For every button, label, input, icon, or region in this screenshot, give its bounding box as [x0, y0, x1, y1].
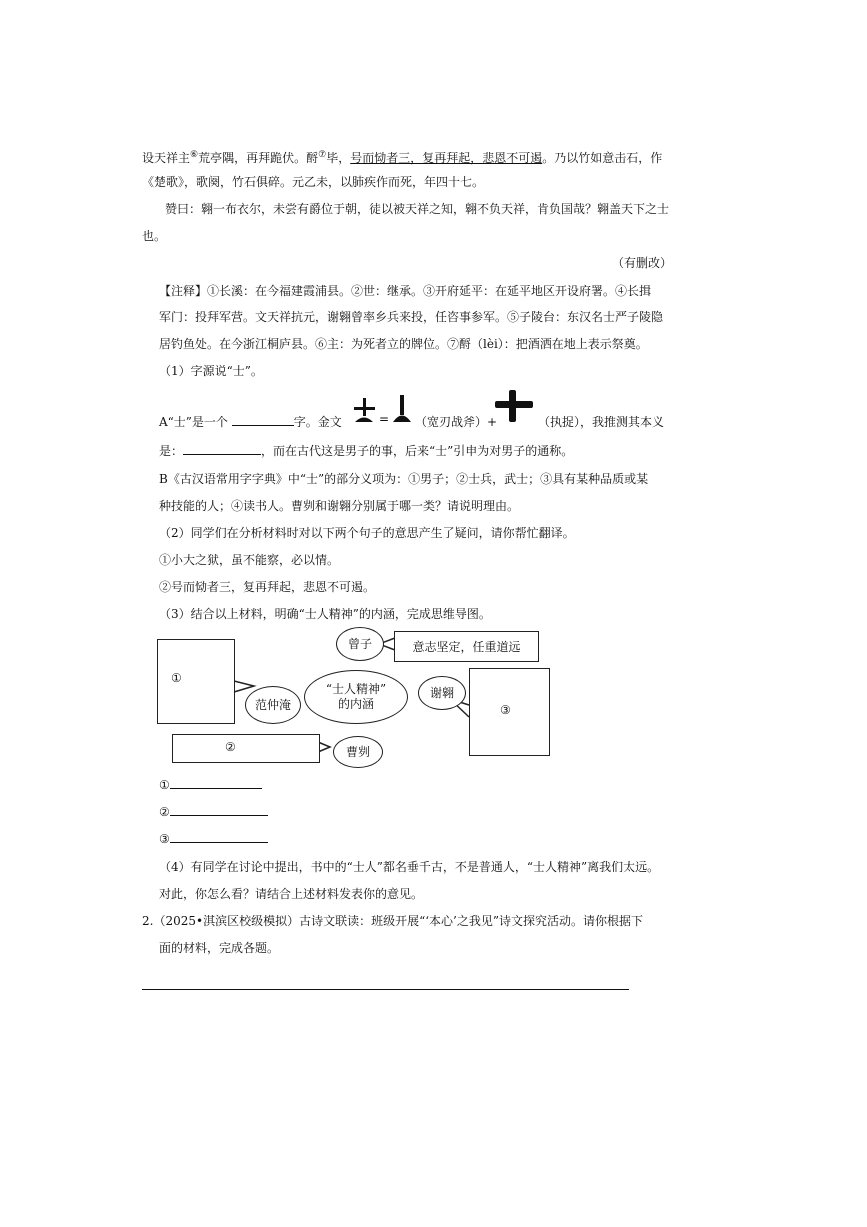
- answer-blank[interactable]: [170, 803, 268, 816]
- node-zengzi: [336, 627, 384, 661]
- map-box-1-label: ①: [171, 671, 182, 685]
- map-box-zengzi: [394, 631, 539, 662]
- question-3-title: （3）结合以上材料，明确“士人精神”的内涵，完成思维导图。: [159, 607, 491, 621]
- question-1a-line-1: [159, 413, 342, 431]
- equals-sign: =: [379, 412, 390, 426]
- passage-line-1: [142, 146, 662, 167]
- node-cao-gui: [333, 736, 383, 768]
- q1a-text: ，而在古代这是男子的事，后来“士”引申为对男子的通称。: [261, 444, 574, 458]
- passage-text: 设天祥主: [142, 151, 191, 165]
- q1a-text: 字。金文: [293, 415, 342, 429]
- answer-blank[interactable]: [170, 776, 262, 789]
- answer-num: ②: [159, 805, 170, 819]
- map-box-2[interactable]: [172, 734, 320, 763]
- node-label: 谢翱: [429, 685, 454, 700]
- underlined-sentence: 号而恸者三，复再拜起，悲恩不可遏: [350, 151, 543, 165]
- center-label-2: 的内涵: [337, 697, 374, 711]
- node-label: 范仲淹: [254, 697, 291, 712]
- question-1a-line-2: [159, 442, 573, 460]
- map-box-1[interactable]: [157, 639, 235, 724]
- passage-text: 。乃以竹如意击石，作: [542, 151, 663, 165]
- map-box-3-label: ③: [500, 703, 511, 717]
- footnote-marker: ⑦: [318, 150, 327, 160]
- notes-line-3: 居钓鱼处。在今浙江桐庐县。⑥主：为死者立的牌位。⑦酹（lèi）：把酒洒在地上表示祭奠。: [159, 337, 648, 351]
- source-note: （有删改）: [612, 256, 673, 270]
- node-label: 曾子: [347, 636, 372, 651]
- zengzi-box-text: 意志坚定，任重道远: [412, 640, 521, 654]
- node-xie-ao: [418, 676, 466, 710]
- next-question-line-2: 面的材料，完成各题。: [159, 941, 280, 955]
- node-center-concept: [304, 670, 408, 724]
- question-4-line-1: （4）有同学在讨论中提出，书中的“士人”都名垂千古，不是普通人，“士人精神”离我们太远。: [159, 860, 660, 874]
- map-box-2-label: ②: [225, 740, 236, 754]
- passage-text: 荒亭隅，再拜跪伏。酹: [198, 151, 319, 165]
- question-2-sentence-2: ②号而恸者三，复再拜起，悲恩不可遏。: [159, 580, 376, 594]
- grasp-glyph: [493, 388, 535, 424]
- footnote-marker: ⑥: [190, 150, 199, 160]
- answer-num: ③: [159, 832, 170, 846]
- question-1b-line-1: B《古汉语常用字字典》中“士”的部分义项为：①男子；②士兵，武士；③具有某种品质或某: [159, 472, 649, 486]
- answer-blank[interactable]: [183, 442, 261, 455]
- passage-line-4: 也。: [142, 229, 167, 243]
- passage-text: 毕，: [326, 151, 351, 165]
- notes-line-1: 【注释】①长溪：在今福建霞浦县。②世：继承。③开府延平：在延平地区开设府署。④长揖: [159, 284, 652, 298]
- axe-glyph: [391, 393, 413, 425]
- q1a-text: （宽刃战斧）+: [415, 415, 498, 429]
- q1a-text: A“士”是一个: [159, 415, 228, 429]
- question-2-sentence-1: ①小大之狱，虽不能察，必以情。: [159, 553, 340, 567]
- q1a-text: 是：: [159, 444, 184, 458]
- passage-line-2: 《楚歌》，歌阕，竹石俱碎。元乙未，以肺疾作而死，年四十七。: [142, 175, 485, 189]
- passage-line-3: 赞曰：翱一布衣尔，未尝有爵位于朝，徒以被天祥之知，翱不负天祥，肯负国哉？翱盖天下之士: [165, 202, 670, 216]
- bronze-shi-glyph: [351, 395, 377, 425]
- page-separator: [142, 989, 629, 990]
- question-2-title: （2）同学们在分析材料时对以下两个句子的意思产生了疑问，请你帮忙翻译。: [159, 526, 575, 540]
- map-box-1-tail-cover: [233, 682, 242, 691]
- notes-line-2: 军门：投拜军营。文天祥抗元，谢翱曾率乡兵来投，任咨事参军。⑤子陵台：东汉名士严子陵隐: [159, 310, 664, 324]
- next-question-line-1: 2.（2025•淇滨区校级模拟）古诗文联读：班级开展“‘本心’之我见”诗文探究活动。请你根据下: [142, 914, 643, 928]
- answer-num: ①: [159, 778, 170, 792]
- answer-line-2: [159, 803, 268, 821]
- answer-blank[interactable]: [232, 413, 294, 426]
- question-4-line-2: 对此，你怎么看？请结合上述材料发表你的意见。: [159, 887, 424, 901]
- question-1-title: （1）字源说“士”。: [159, 364, 263, 378]
- answer-blank[interactable]: [170, 830, 268, 843]
- node-label: 曹刿: [345, 744, 370, 759]
- question-1b-line-2: 种技能的人；④读书人。曹刿和谢翱分别属于哪一类？请说明理由。: [159, 499, 520, 513]
- answer-line-1: [159, 776, 262, 794]
- center-label-1: “士人精神”: [325, 682, 387, 696]
- answer-line-3: [159, 830, 268, 848]
- q1a-text: （执捉），我推测其本义: [538, 415, 665, 429]
- node-fan-zhongyan: [245, 686, 301, 724]
